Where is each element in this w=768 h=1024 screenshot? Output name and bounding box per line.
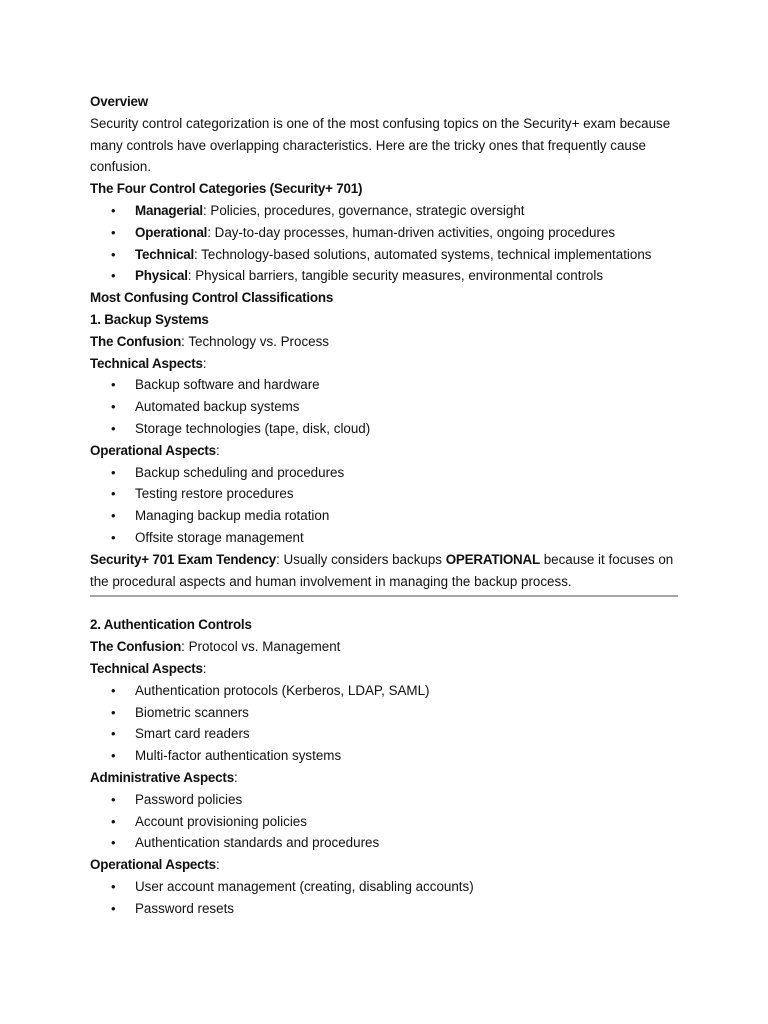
colon: : (215, 442, 220, 458)
document-page (90, 91, 680, 919)
auth-confusion (90, 636, 680, 658)
list-item-text: Backup software and hardware (135, 377, 320, 393)
bullet-icon: • (111, 791, 116, 807)
list-item-text: Multi-factor authentication systems (135, 748, 342, 764)
bullet-icon: • (111, 748, 116, 764)
backup-confusion-label: The Confusion (90, 333, 182, 349)
list-item-text: Smart card readers (135, 726, 250, 742)
overview-heading: Overview (90, 94, 148, 109)
list-item (90, 265, 680, 287)
list-item-text: User account management (creating, disabling accounts) (135, 878, 474, 894)
list-item (90, 745, 680, 767)
list-item (90, 244, 680, 266)
backup-operational-list (90, 462, 680, 549)
list-item (90, 527, 680, 549)
auth-administrative-list (90, 789, 680, 854)
bullet-icon: • (111, 704, 116, 720)
list-item (90, 462, 680, 484)
list-item (90, 418, 680, 440)
bullet-icon: • (111, 377, 116, 393)
backup-technical-label-line (90, 353, 680, 375)
list-item-text: Backup scheduling and procedures (135, 464, 345, 480)
bullet-icon: • (111, 900, 116, 916)
bullet-icon: • (111, 508, 116, 524)
list-item (90, 396, 680, 418)
colon: : (233, 769, 238, 785)
list-item (90, 789, 680, 811)
list-item-text: Biometric scanners (135, 704, 249, 720)
list-item (90, 898, 680, 920)
backup-tendency-emphasis: OPERATIONAL (445, 551, 540, 567)
backup-tendency-text-1: : Usually considers backups (276, 551, 446, 567)
category-term: Physical (135, 268, 188, 284)
colon: : (215, 857, 220, 873)
list-item-text: Password resets (135, 900, 234, 916)
bullet-icon: • (111, 399, 116, 415)
bullet-icon: • (111, 835, 116, 851)
bullet-icon: • (111, 878, 116, 894)
bullet-icon: • (111, 726, 116, 742)
backup-operational-label-line (90, 440, 680, 462)
bullet-icon: • (111, 682, 116, 698)
backup-confusion-text: : Technology vs. Process (181, 333, 329, 349)
auth-administrative-label-line (90, 767, 680, 789)
auth-technical-list (90, 680, 680, 767)
list-item-text: Testing restore procedures (135, 486, 294, 502)
list-item-text: Managing backup media rotation (135, 508, 330, 524)
list-item (90, 200, 680, 222)
overview-paragraph: Security control categorization is one of the most confusing topics on the Security+ exam because many controls have overlapping characteristics. Here are the tricky ones that frequently cause confusion. (90, 115, 671, 175)
category-desc: : Policies, procedures, governance, strategic oversight (202, 202, 525, 218)
bullet-icon: • (111, 246, 116, 262)
backup-tendency (90, 549, 680, 593)
confusing-heading: Most Confusing Control Classifications (90, 290, 334, 306)
categories-heading: The Four Control Categories (Security+ 701) (90, 181, 363, 197)
category-term: Technical (135, 246, 194, 262)
auth-administrative-label: Administrative Aspects (90, 769, 234, 785)
bullet-icon: • (111, 464, 116, 480)
auth-confusion-text: : Protocol vs. Management (181, 639, 341, 655)
auth-heading: 2. Authentication Controls (90, 617, 252, 633)
list-item (90, 505, 680, 527)
category-desc: : Day-to-day processes, human-driven activities, ongoing procedures (207, 224, 616, 240)
auth-technical-label: Technical Aspects (90, 660, 203, 676)
list-item (90, 832, 680, 854)
category-desc: : Technology-based solutions, automated systems, technical implementations (193, 246, 652, 262)
colon: : (202, 660, 207, 676)
category-term: Operational (135, 224, 208, 240)
list-item-text: Password policies (135, 791, 243, 807)
backup-operational-label: Operational Aspects (90, 442, 216, 458)
list-item (90, 811, 680, 833)
auth-operational-label: Operational Aspects (90, 857, 216, 873)
list-item (90, 876, 680, 898)
backup-heading: 1. Backup Systems (90, 311, 209, 327)
list-item-text: Account provisioning policies (135, 813, 307, 829)
list-item-text: Storage technologies (tape, disk, cloud) (135, 420, 371, 436)
list-item-text: Authentication protocols (Kerberos, LDAP, SAML) (135, 682, 430, 698)
category-term: Managerial (135, 202, 203, 218)
bullet-icon: • (111, 486, 116, 502)
list-item (90, 702, 680, 724)
auth-technical-label-line (90, 658, 680, 680)
colon: : (202, 355, 207, 371)
categories-list (90, 200, 680, 287)
list-item (90, 374, 680, 396)
list-item-text: Authentication standards and procedures (135, 835, 380, 851)
list-item (90, 680, 680, 702)
auth-confusion-label: The Confusion (90, 639, 182, 655)
spacer (90, 597, 680, 614)
list-item (90, 483, 680, 505)
backup-technical-label: Technical Aspects (90, 355, 203, 371)
auth-operational-label-line (90, 854, 680, 876)
auth-operational-list (90, 876, 680, 920)
bullet-icon: • (111, 813, 116, 829)
bullet-icon: • (111, 420, 116, 436)
bullet-icon: • (111, 268, 116, 284)
bullet-icon: • (111, 224, 116, 240)
backup-tendency-text-2: because it focuses on the procedural aspects and human involvement in managing the backup process. (90, 551, 674, 589)
list-item (90, 723, 680, 745)
bullet-icon: • (111, 202, 116, 218)
backup-tendency-label: Security+ 701 Exam Tendency (90, 551, 277, 567)
backup-confusion (90, 331, 680, 353)
list-item (90, 222, 680, 244)
category-desc: : Physical barriers, tangible security measures, environmental controls (187, 268, 604, 284)
list-item-text: Offsite storage management (135, 529, 304, 545)
bullet-icon: • (111, 529, 116, 545)
list-item-text: Automated backup systems (135, 399, 300, 415)
backup-technical-list (90, 374, 680, 439)
